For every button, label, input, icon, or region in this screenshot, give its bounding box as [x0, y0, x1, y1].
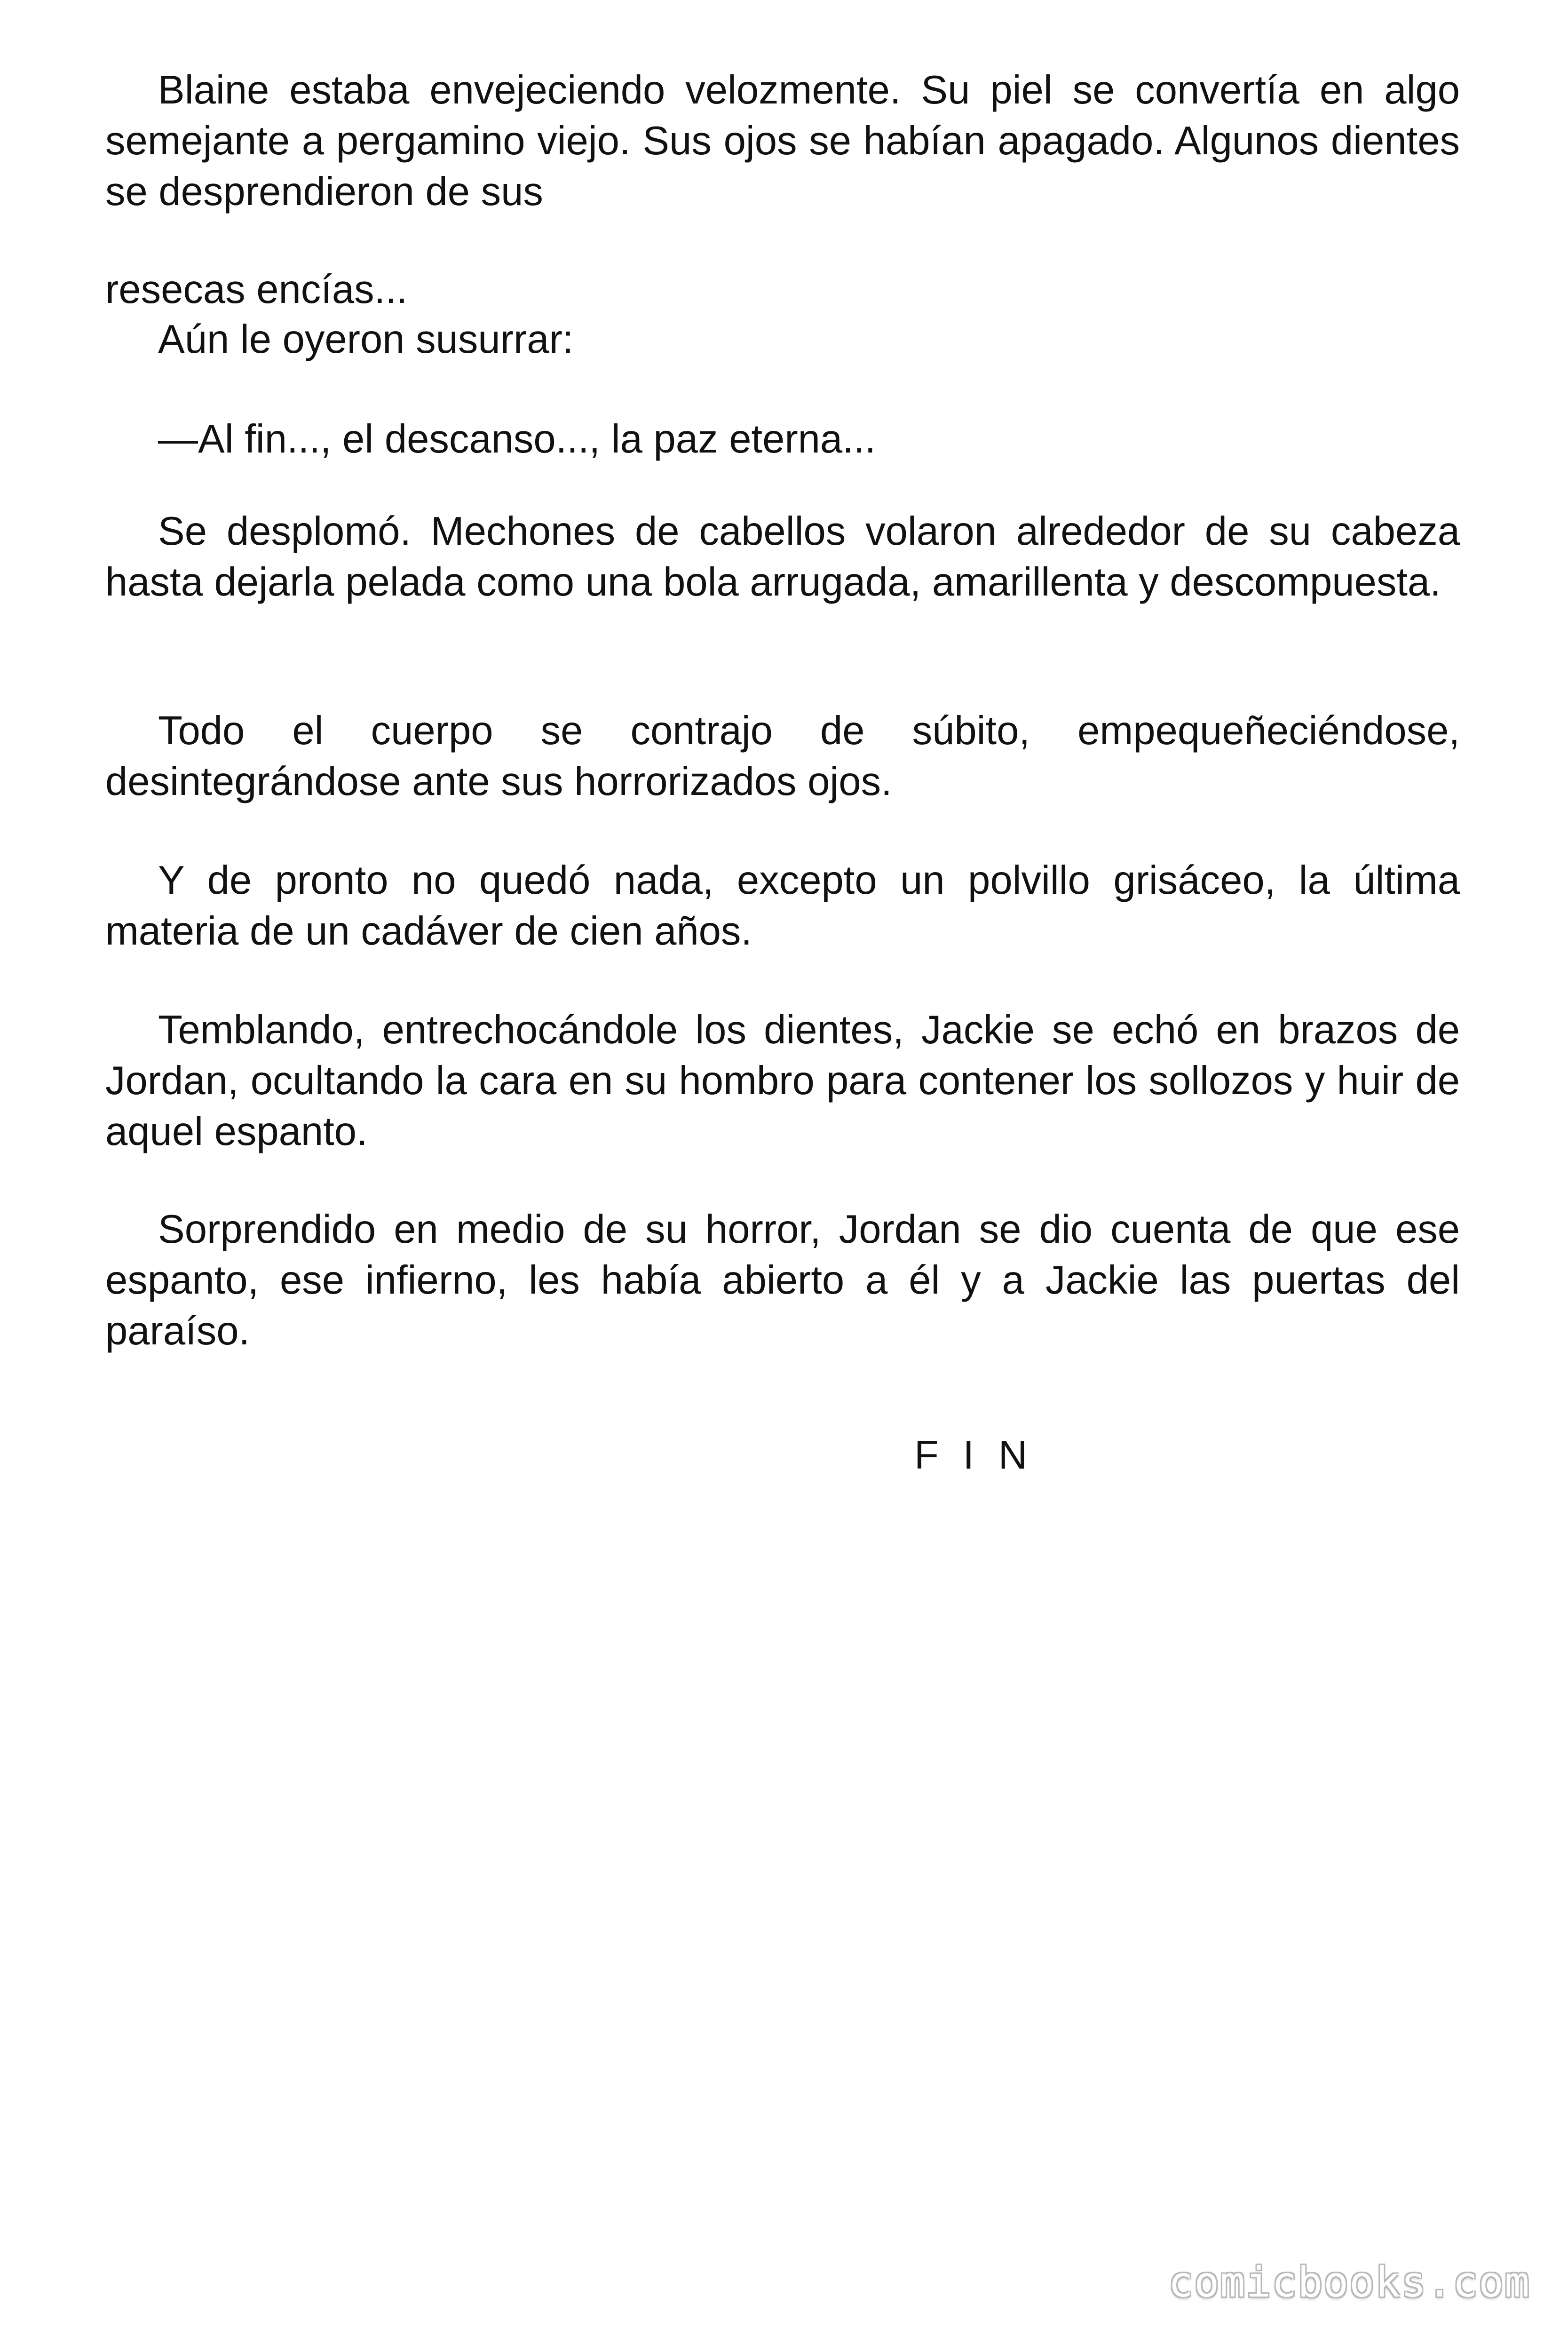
paragraph-6: Y de pronto no quedó nada, excepto un polvillo grisáceo, la última materia de un cadáver de cien años. [105, 858, 1460, 954]
watermark-logo: comicbooks.com [1168, 2258, 1530, 2306]
paragraph-7: Temblando, entrechocándole los dientes, Jackie se echó en brazos de Jordan, ocultando la cara en su hombro para contener los sollozos y huir de aquel espanto. [105, 1008, 1460, 1154]
ending-text: F I N [914, 1433, 1034, 1478]
paragraph-2: Aún le oyeron susurrar: [158, 317, 574, 362]
paragraph-4: Se desplomó. Mechones de cabellos volaron alrededor de su cabeza hasta dejarla pelada como una bola arrugada, amarillenta y descompuesta. [105, 509, 1460, 604]
paragraph-5: Todo el cuerpo se contrajo de súbito, empequeñeciéndose, desintegrándose ante sus horrorizados ojos. [105, 708, 1460, 804]
paragraph-1: Blaine estaba envejeciendo velozmente. Su piel se convertía en algo semejante a pergamino viejo. Sus ojos se habían apagado. Algunos dientes se desprendieron de sus [105, 68, 1460, 214]
paragraph-3: —Al fin..., el descanso..., la paz eterna... [158, 417, 876, 461]
paragraph-1-continuation: resecas encías... [105, 267, 408, 312]
paragraph-8: Sorprendido en medio de su horror, Jordan se dio cuenta de que ese espanto, ese infierno, les había abierto a él y a Jackie las puertas del paraíso. [105, 1207, 1460, 1353]
